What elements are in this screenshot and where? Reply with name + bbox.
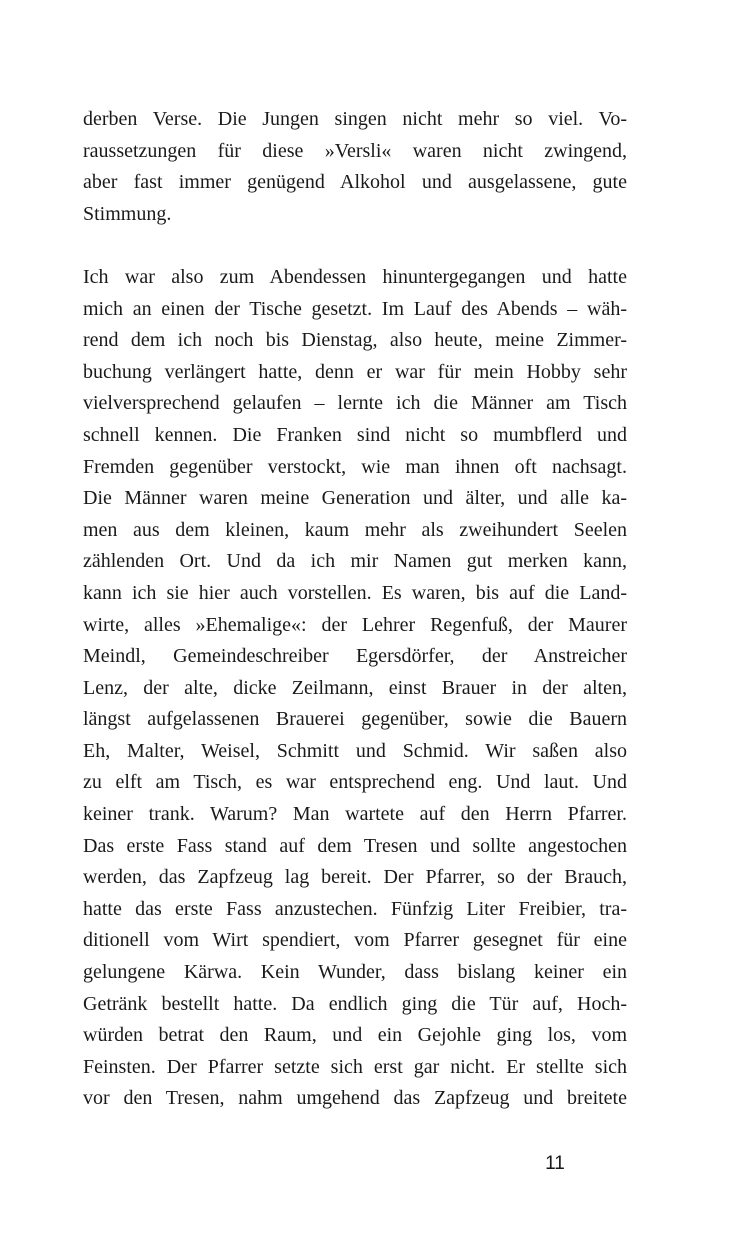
text-line: Stimmung. (83, 202, 172, 225)
text-line: würden betrat den Raum, und ein Gejohle ging los, vom (83, 1024, 627, 1047)
text-line: Lenz, der alte, dicke Zeilmann, einst Brauer in der alten, (83, 676, 627, 699)
text-line: längst aufgelassenen Brauerei gegenüber, sowie die Bauern (83, 708, 627, 731)
text-line: rend dem ich noch bis Dienstag, also heute, meine Zimmer- (83, 329, 627, 352)
text-line: zu elft am Tisch, es war entsprechend eng. Und laut. Und (83, 771, 627, 794)
text-line: Eh, Malter, Weisel, Schmitt und Schmid. Wir saßen also (83, 739, 627, 762)
paragraph-gap (83, 230, 627, 262)
text-line: keiner trank. Warum? Man wartete auf den Herrn Pfarrer. (83, 803, 627, 826)
text-line: gelungene Kärwa. Kein Wunder, dass bislang keiner ein (83, 961, 627, 984)
text-line: werden, das Zapfzeug lag bereit. Der Pfarrer, so der Brauch, (83, 866, 627, 889)
text-line: derben Verse. Die Jungen singen nicht mehr so viel. Vo- (83, 108, 627, 130)
text-line: vor den Tresen, nahm umgehend das Zapfzeug und breitete (83, 1087, 627, 1110)
text-line: kann ich sie hier auch vorstellen. Es waren, bis auf die Land- (83, 581, 627, 604)
text-line: Feinsten. Der Pfarrer setzte sich erst gar nicht. Er stellte sich (83, 1055, 627, 1078)
body-text (83, 104, 627, 1115)
text-line: Die Männer waren meine Generation und älter, und alle ka- (83, 487, 627, 510)
text-line: raussetzungen für diese »Versli« waren nicht zwingend, (83, 139, 627, 162)
text-line: Meindl, Gemeindeschreiber Egersdörfer, der Anstreicher (83, 645, 627, 668)
text-line: schnell kennen. Die Franken sind nicht so mumbflerd und (83, 423, 627, 446)
text-line: zählenden Ort. Und da ich mir Namen gut merken kann, (83, 550, 627, 573)
text-line: wirte, alles »Ehemalige«: der Lehrer Regenfuß, der Maurer (83, 613, 627, 636)
text-line: Ich war also zum Abendessen hinuntergegangen und hatte (83, 265, 627, 288)
text-line: Getränk bestellt hatte. Da endlich ging die Tür auf, Hoch- (83, 992, 627, 1015)
text-line: mich an einen der Tische gesetzt. Im Lauf des Abends – wäh- (83, 297, 627, 320)
text-line: vielversprechend gelaufen – lernte ich die Männer am Tisch (83, 392, 627, 415)
text-line: men aus dem kleinen, kaum mehr als zweihundert Seelen (83, 518, 627, 541)
text-line: Das erste Fass stand auf dem Tresen und sollte angestochen (83, 834, 627, 857)
text-line: aber fast immer genügend Alkohol und ausgelassene, gute (83, 171, 627, 194)
text-line: Fremden gegenüber verstockt, wie man ihnen oft nachsagt. (83, 455, 627, 478)
text-line: hatte das erste Fass anzustechen. Fünfzig Liter Freibier, tra- (83, 897, 627, 920)
text-line: ditionell vom Wirt spendiert, vom Pfarrer gesegnet für eine (83, 929, 627, 952)
page-number: 11 (545, 1153, 565, 1174)
text-line: buchung verlängert hatte, denn er war für mein Hobby sehr (83, 360, 627, 383)
